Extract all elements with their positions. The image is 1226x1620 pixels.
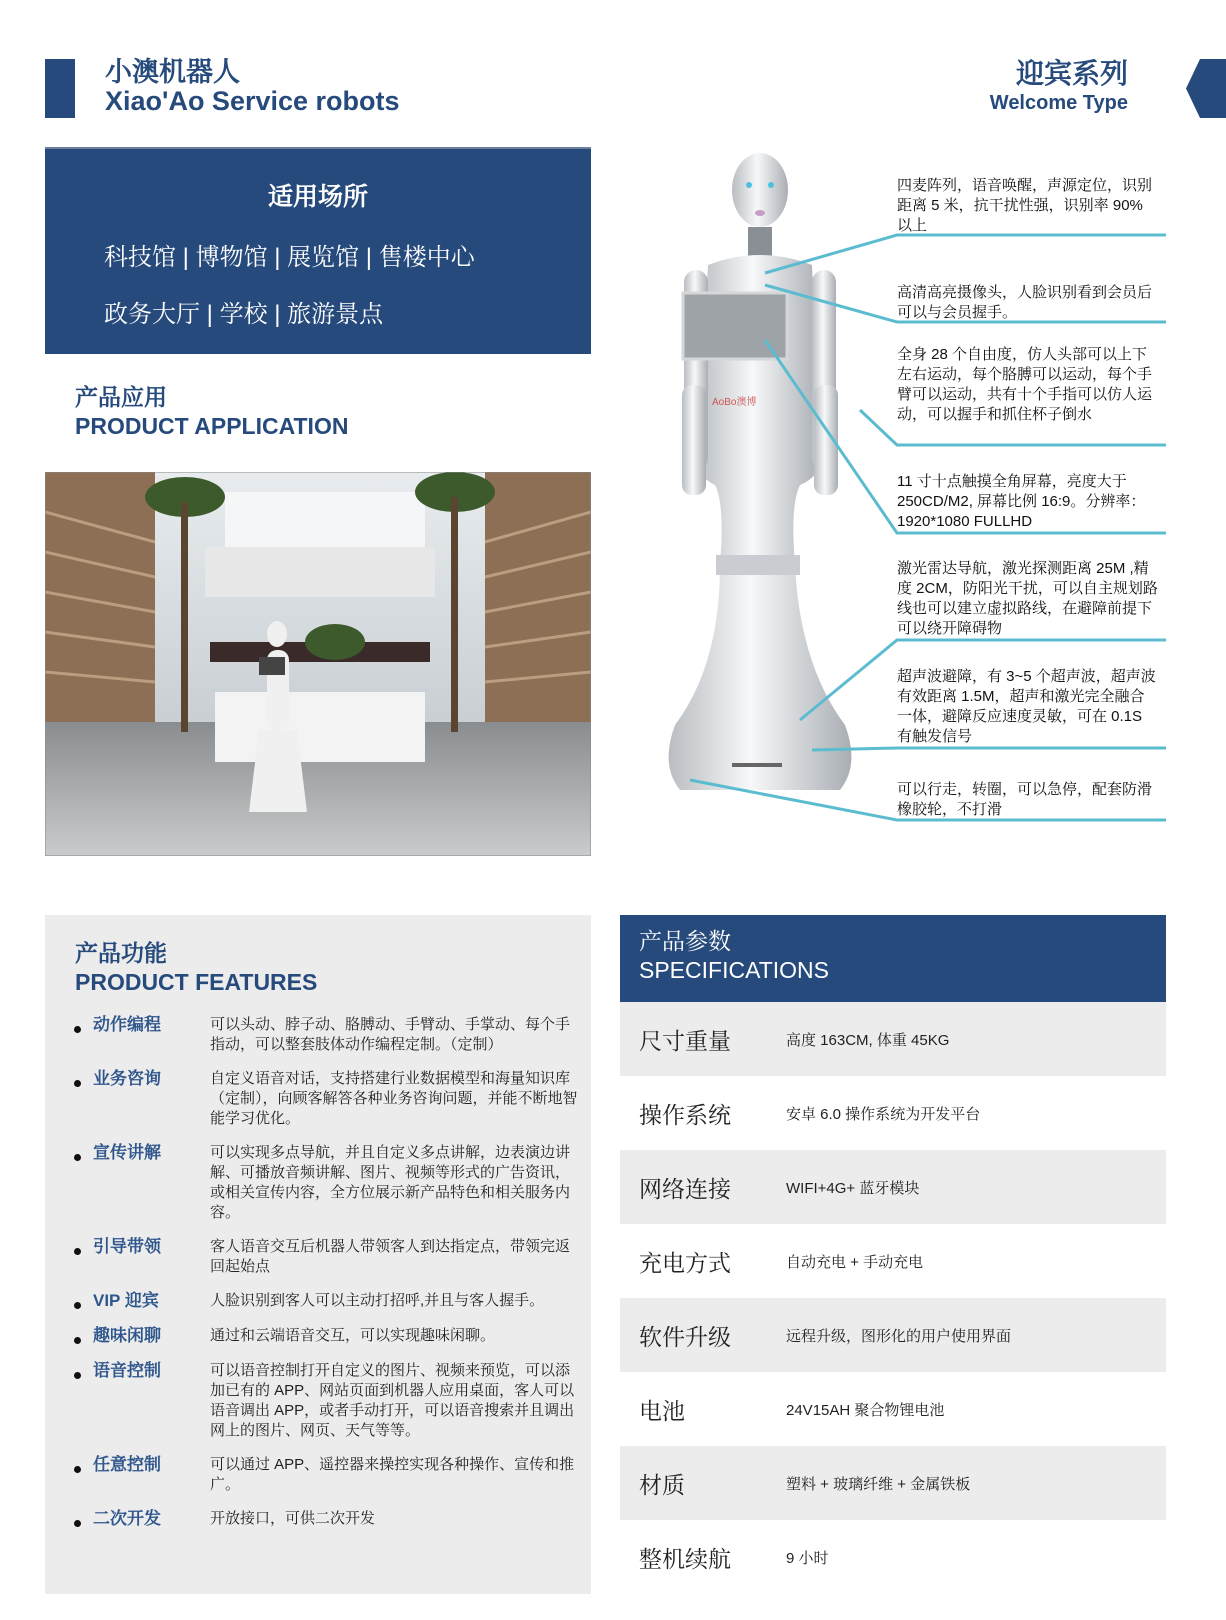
robot-logo: AoBo澳博: [712, 397, 757, 408]
feature-item: [45, 1291, 591, 1312]
venue-row: 政务大厅 | 学校 | 旅游景点: [104, 301, 384, 328]
bullet-icon: [74, 1372, 81, 1379]
spec-value: 自动充电 + 手动充电: [786, 1253, 924, 1271]
venue-panel: [45, 147, 591, 354]
specs-table: [620, 1002, 1166, 1594]
bullet-icon: [74, 1466, 81, 1473]
callout-text: 全身 28 个自由度，仿人头部可以上下左右运动，每个胳膊可以运动，每个手臂可以运动，共有十个手指可以仿人运动，可以握手和抓住杯子倒水: [897, 346, 1153, 423]
spec-row: [620, 1298, 1166, 1372]
callout-text: 四麦阵列，语音唤醒，声源定位，识别距离 5 米，抗干扰性强，识别率 90% 以上: [897, 177, 1153, 234]
specs-title-cn: 产品参数: [639, 928, 731, 954]
bullet-icon: [74, 1080, 81, 1087]
bullet-icon: [74, 1520, 81, 1527]
robot-callouts: [620, 140, 1226, 840]
series-title: [990, 58, 1128, 116]
bullet-icon: [74, 1337, 81, 1344]
bullet-icon: [74, 1154, 81, 1161]
spec-key: 材质: [639, 1471, 685, 1498]
spec-row: [620, 1002, 1166, 1076]
features-list: [45, 1015, 591, 1530]
spec-key: 操作系统: [639, 1101, 731, 1128]
brand-title: [105, 58, 400, 116]
feature-name: VIP 迎宾: [93, 1291, 159, 1310]
feature-desc: 通过和云端语音交互，可以实现趣味闲聊。: [210, 1327, 496, 1344]
callout-text: 激光雷达导航，激光探测距离 25M ,精度 2CM，防阳光干扰，可以自主规划路线也可以建立虚拟路线，在避障前提下可以绕开障碍物: [897, 560, 1158, 637]
feature-name: 业务咨询: [93, 1069, 161, 1088]
spec-value: 远程升级，图形化的用户使用界面: [786, 1327, 1012, 1345]
feature-name: 趣味闲聊: [93, 1326, 161, 1345]
callout-text: 11 寸十点触摸全角屏幕，亮度大于 250CD/M2, 屏幕比例 16:9。分辨率：1920*1080 FULLHD: [897, 473, 1146, 530]
feature-item: [45, 1143, 591, 1223]
application-title-en: PRODUCT APPLICATION: [75, 413, 349, 439]
feature-name: 引导带领: [93, 1237, 161, 1256]
features-panel: [45, 915, 591, 1594]
series-title-cn: 迎宾系列: [1015, 58, 1128, 89]
spec-value: 24V15AH 聚合物锂电池: [786, 1401, 945, 1419]
feature-desc: 可以通过 APP、遥控器来操控实现各种操作、宣传和推广。: [210, 1456, 575, 1493]
feature-name: 宣传讲解: [93, 1143, 161, 1162]
spec-row: [620, 1150, 1166, 1224]
feature-desc: 可以语音控制打开自定义的图片、视频来预览，可以添加已有的 APP、网站页面到机器人应用桌面，客人可以语音调出 APP，或者手动打开，可以语音搜索并且调出网上的图片、网页、天气等等。: [210, 1362, 575, 1439]
brand-title-cn: 小澳机器人: [105, 57, 240, 87]
series-arrow-icon: [1186, 59, 1226, 118]
feature-item: [45, 1361, 591, 1441]
feature-name: 动作编程: [93, 1015, 161, 1034]
brand-title-en: Xiao'Ao Service robots: [105, 86, 400, 116]
spec-value: 9 小时: [786, 1549, 829, 1567]
feature-item: [45, 1326, 591, 1347]
bullet-icon: [74, 1302, 81, 1309]
feature-name: 语音控制: [93, 1361, 161, 1380]
features-title-en: PRODUCT FEATURES: [75, 969, 318, 995]
feature-desc: 人脸识别到客人可以主动打招呼,并且与客人握手。: [210, 1292, 545, 1309]
feature-item: [45, 1015, 591, 1055]
application-title-cn: 产品应用: [75, 384, 167, 410]
spec-value: 塑料 + 玻璃纤维 + 金属铁板: [786, 1475, 971, 1493]
callout-text: 可以行走，转圈，可以急停，配套防滑橡胶轮，不打滑: [897, 781, 1153, 818]
callout-text: 高清高亮摄像头，人脸识别看到会员后可以与会员握手。: [897, 284, 1153, 321]
spec-row: [620, 1076, 1166, 1150]
callout-text: 超声波避障，有 3~5 个超声波，超声波有效距离 1.5M，超声和激光完全融合一体，避障反应速度灵敏，可在 0.1S 有触发信号: [897, 668, 1156, 745]
spec-value: WIFI+4G+ 蓝牙模块: [786, 1179, 920, 1197]
bullet-icon: [74, 1026, 81, 1033]
spec-key: 软件升级: [639, 1323, 731, 1350]
header-accent-bar: [45, 59, 75, 118]
spec-key: 充电方式: [639, 1249, 731, 1276]
features-title-cn: 产品功能: [75, 940, 167, 966]
feature-item: [45, 1455, 591, 1495]
spec-value: 安卓 6.0 操作系统为开发平台: [786, 1105, 981, 1123]
feature-desc: 可以头动、脖子动、胳膊动、手臂动、手掌动、每个手指动，可以整套肢体动作编程定制。（定制）: [210, 1016, 571, 1053]
feature-desc: 可以实现多点导航，并且自定义多点讲解，边表演边讲解、可播放音频讲解、图片、视频等形式的广告资讯，或相关宣传内容，全方位展示新产品特色和相关服务内容。: [210, 1144, 571, 1221]
feature-item: [45, 1509, 591, 1530]
application-photo: [45, 472, 591, 856]
specs-title-en: SPECIFICATIONS: [639, 957, 829, 983]
feature-item: [45, 1237, 591, 1277]
feature-name: 任意控制: [93, 1455, 161, 1474]
feature-desc: 客人语音交互后机器人带领客人到达指定点，带领完返回起始点: [210, 1238, 571, 1275]
spec-value: 高度 163CM, 体重 45KG: [786, 1031, 950, 1049]
features-title: [75, 939, 591, 997]
venue-row: 科技馆 | 博物馆 | 展览馆 | 售楼中心: [104, 244, 475, 271]
venue-title: 适用场所: [267, 183, 368, 211]
spec-row: [620, 1224, 1166, 1298]
spec-key: 整机续航: [639, 1545, 731, 1572]
specs-panel: [620, 915, 1166, 1594]
application-title: [75, 383, 348, 441]
spec-row: [620, 1446, 1166, 1520]
feature-desc: 自定义语音对话，支持搭建行业数据模型和海量知识库（定制），向顾客解答各种业务咨询问题，并能不断地智能学习优化。: [210, 1070, 578, 1127]
spec-row: [620, 1520, 1166, 1594]
feature-item: [45, 1069, 591, 1129]
bullet-icon: [74, 1248, 81, 1255]
feature-name: 二次开发: [93, 1509, 161, 1528]
spec-key: 尺寸重量: [639, 1027, 731, 1054]
specs-title: [620, 915, 1166, 1002]
spec-key: 网络连接: [639, 1175, 731, 1202]
spec-row: [620, 1372, 1166, 1446]
spec-key: 电池: [639, 1397, 685, 1424]
feature-desc: 开放接口，可供二次开发: [210, 1510, 376, 1527]
series-title-en: Welcome Type: [989, 92, 1128, 114]
